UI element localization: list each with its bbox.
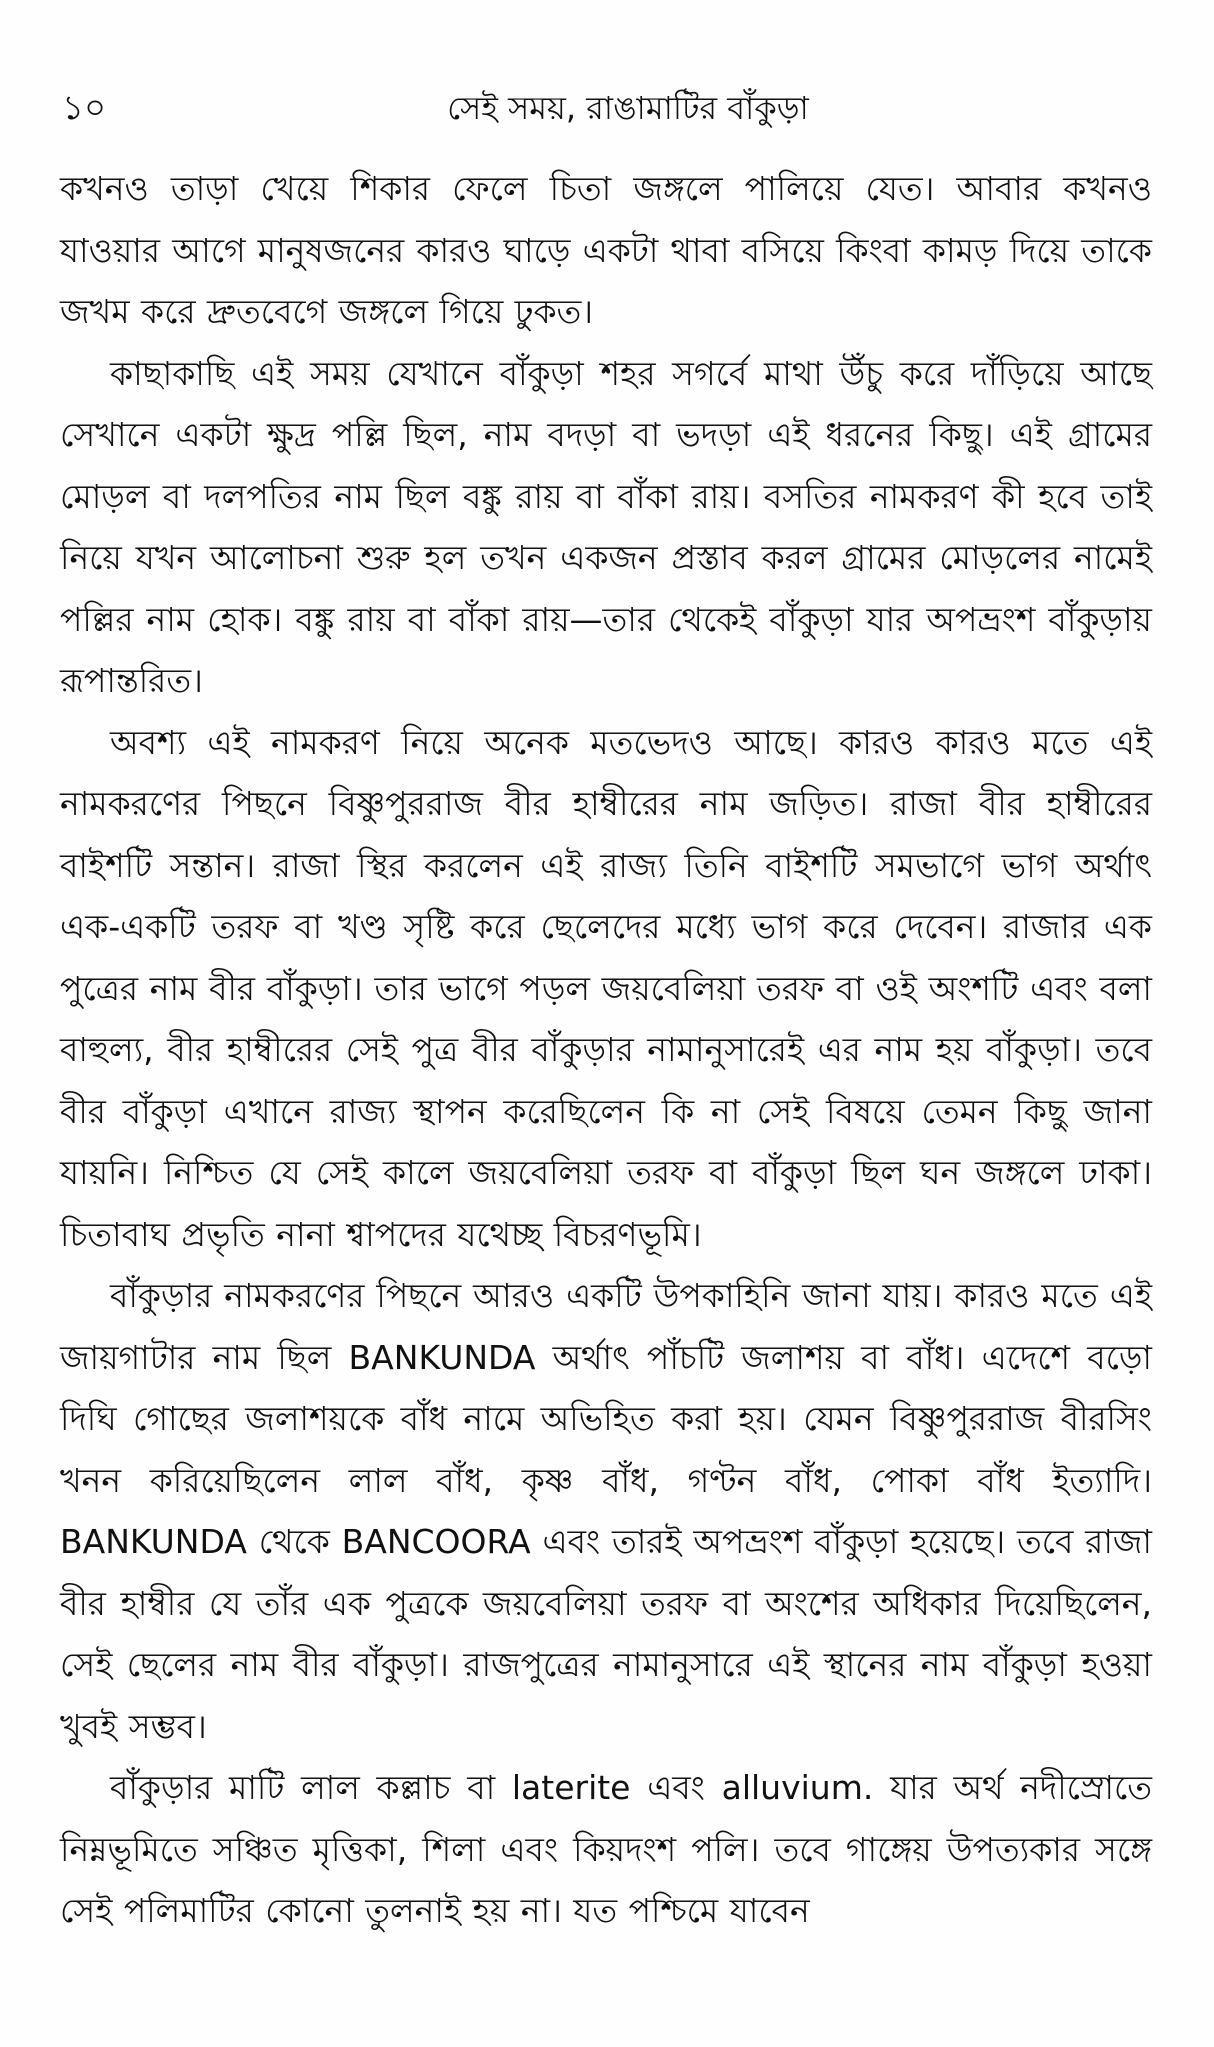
paragraph-2: কাছাকাছি এই সময় যেখানে বাঁকুড়া শহর সগর্বে মাথা উঁচু করে দাঁড়িয়ে আছে সেখানে একটা ক্ষুদ্র পল্লি ছিল, নাম বদড়া বা ভদড়া এই ধরনের কিছু। এই গ্রামের মোড়ল বা দলপতির নাম ছিল বঙ্কু রায় বা বাঁকা রায়। বসতির নামকরণ কী হবে তাই নিয়ে যখন আলোচনা শুরু হল তখন একজন প্রস্তাব করল গ্রামের মোড়লের নামেই পল্লির নাম হোক। বঙ্কু রায় বা বাঁকা রায়—তার থেকেই বাঁকুড়া যার অপভ্রংশ বাঁকুড়ায় রূপান্তরিত। bbox=[60, 353, 1152, 700]
paragraph-3: অবশ্য এই নামকরণ নিয়ে অনেক মতভেদও আছে। কারও কারও মতে এই নামকরণের পিছনে বিষ্ণুপুররাজ বীর হাম্বীরের নাম জড়িত। রাজা বীর হাম্বীরের বাইশটি সন্তান। রাজা স্থির করলেন এই রাজ্য তিনি বাইশটি সমভাগে ভাগ অর্থাৎ এক-একটি তরফ বা খণ্ড সৃষ্টি করে ছেলেদের মধ্যে ভাগ করে দেবেন। রাজার এক পুত্রের নাম বীর বাঁকুড়া। তার ভাগে পড়ল জয়বেলিয়া তরফ বা ওই অংশটি এবং বলা বাহুল্য, বীর হাম্বীরের সেই পুত্র বীর বাঁকুড়ার নামানুসারেই এর নাম হয় বাঁকুড়া। তবে বীর বাঁকুড়া এখানে রাজ্য স্থাপন করেছিলেন কি না সেই বিষয়ে তেমন কিছু জানা যায়নি। নিশ্চিত যে সেই কালে জয়বেলিয়া তরফ বা বাঁকুড়া ছিল ঘন জঙ্গলে ঢাকা। চিতাবাঘ প্রভৃতি নানা শ্বাপদের যথেচ্ছ বিচরণভূমি। bbox=[60, 722, 1152, 1254]
paragraph-4: বাঁকুড়ার নামকরণের পিছনে আরও একটি উপকাহিনি জানা যায়। কারও মতে এই জায়গাটার নাম ছিল BANKUNDA অর্থাৎ পাঁচটি জলাশয় বা বাঁধ। এদেশে বড়ো দিঘি গোছের জলাশয়কে বাঁধ নামে অভিহিত করা হয়। যেমন বিষ্ণুপুররাজ বীরসিং খনন করিয়েছিলেন লাল বাঁধ, কৃষ্ণ বাঁধ, গণ্টন বাঁধ, পোকা বাঁধ ইত্যাদি। BANKUNDA থেকে BANCOORA এবং তারই অপভ্রংশ বাঁকুড়া হয়েছে। তবে রাজা বীর হাম্বীর যে তাঁর এক পুত্রকে জয়বেলিয়া তরফ বা অংশের অধিকার দিয়েছিলেন, সেই ছেলের নাম বীর বাঁকুড়া। রাজপুত্রের নামানুসারে এই স্থানের নাম বাঁকুড়া হওয়া খুবই সম্ভব। bbox=[60, 1276, 1152, 1746]
running-title: সেই সময়, রাঙামাটির বাঁকুড়া bbox=[447, 89, 809, 127]
body-text bbox=[60, 158, 1152, 1942]
paragraph-5: বাঁকুড়ার মাটি লাল কল্লাচ বা laterite এবং alluvium. যার অর্থ নদীস্রোতে নিম্নভূমিতে সঞ্চিত মৃত্তিকা, শিলা এবং কিয়দংশ পলি। তবে গাঙ্গেয় উপত্যকার সঙ্গে সেই পলিমাটির কোনো তুলনাই হয় না। যত পশ্চিমে যাবেন bbox=[60, 1768, 1152, 1930]
page-number: ১০ bbox=[62, 88, 107, 128]
running-header bbox=[62, 78, 1154, 138]
paragraph-1: কখনও তাড়া খেয়ে শিকার ফেলে চিতা জঙ্গলে পালিয়ে যেত। আবার কখনও যাওয়ার আগে মানুষজনের কারও ঘাড়ে একটা থাবা বসিয়ে কিংবা কামড় দিয়ে তাকে জখম করে দ্রুতবেগে জঙ্গলে গিয়ে ঢুকত। bbox=[60, 169, 1152, 331]
